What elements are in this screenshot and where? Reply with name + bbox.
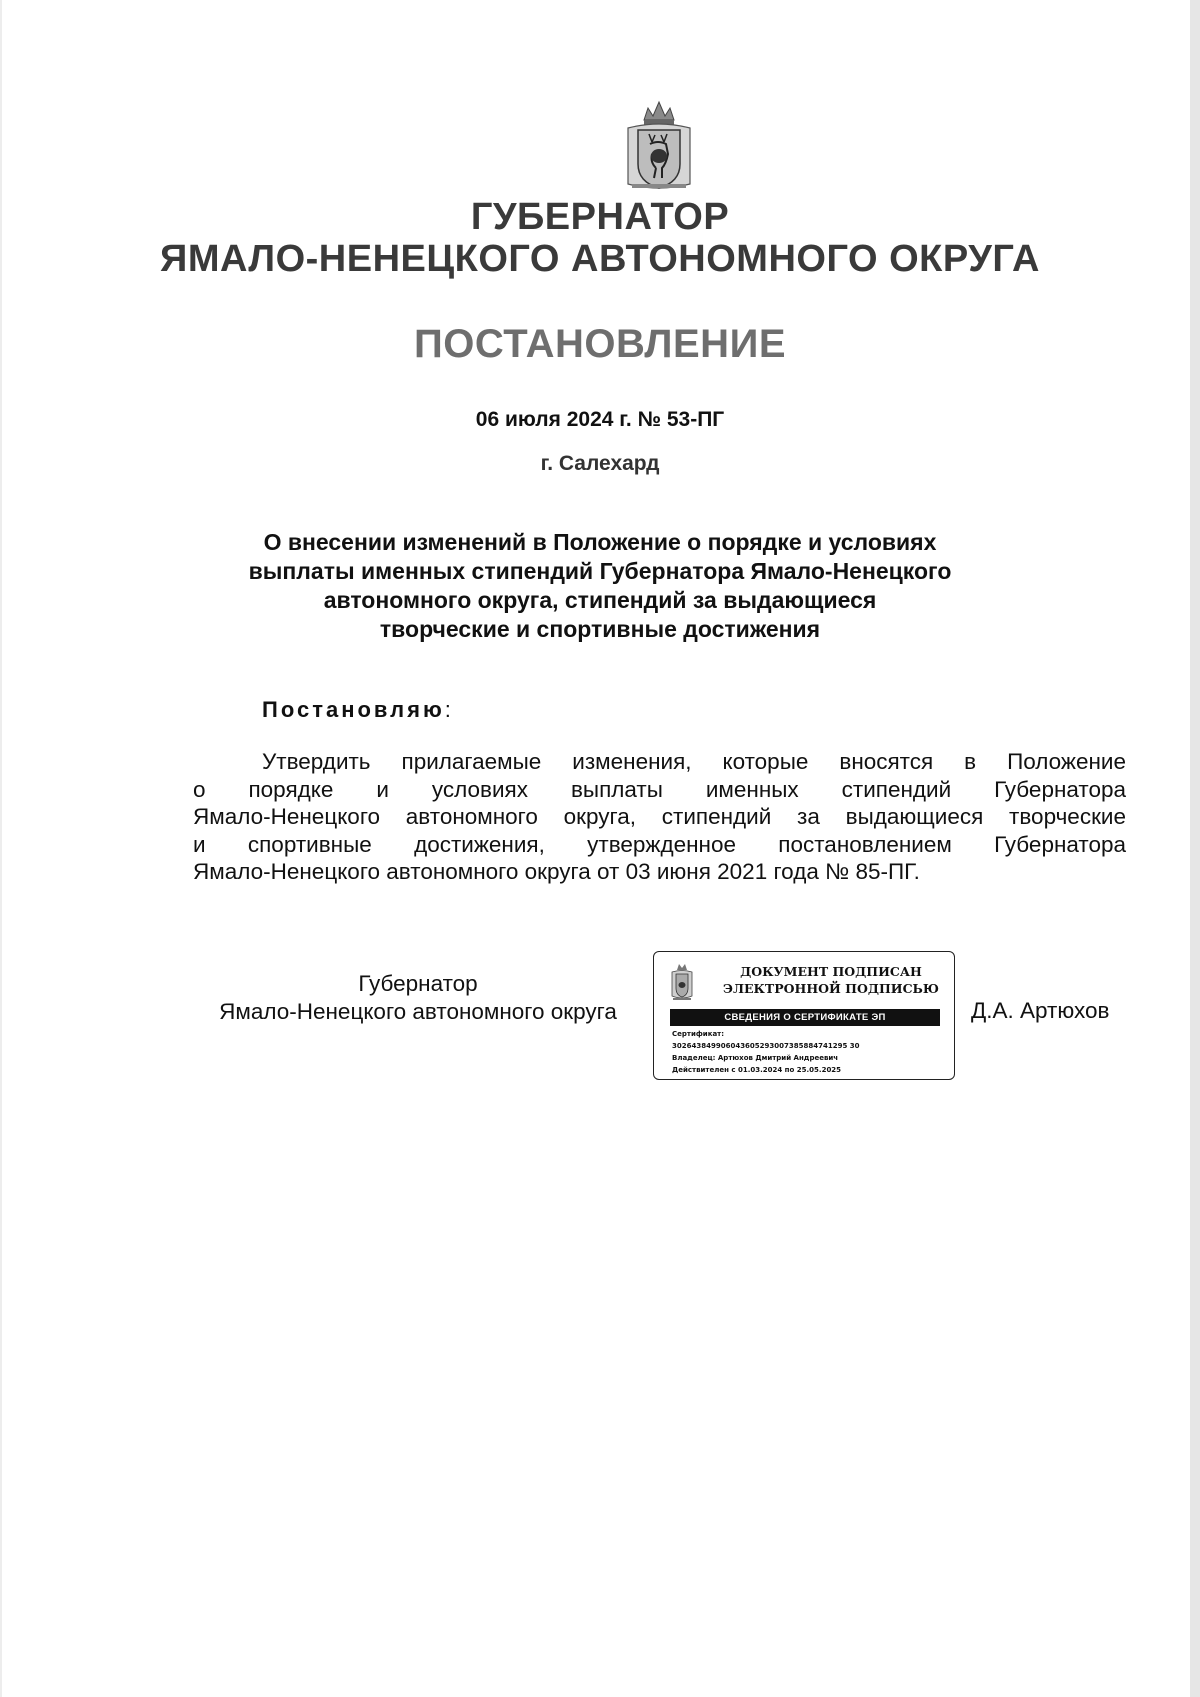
body-line: Утвердить прилагаемые изменения, которые вносятся в Положение <box>262 749 1126 774</box>
signatory-title <box>193 970 643 1026</box>
body-line: и спортивные достижения, утвержденное постановлением Губернатора <box>193 831 1126 857</box>
subject-line: автономного округа, стипендий за выдающиеся <box>323 587 877 613</box>
stamp-heading <box>716 963 946 997</box>
cert-number: 302643849906043605293007385884741295 30 <box>672 1042 860 1050</box>
authority-title: ГУБЕРНАТОР <box>470 196 730 238</box>
decree-colon: : <box>444 697 451 722</box>
decree-heading <box>262 697 451 723</box>
coat-of-arms-icon <box>622 98 696 194</box>
document-type: ПОСТАНОВЛЕНИЕ <box>413 322 786 366</box>
signatory-position: Губернатор <box>358 971 478 996</box>
coat-of-arms-icon <box>669 962 695 1002</box>
body-line: о порядке и условиях выплаты именных стипендий Губернатора <box>193 776 1126 802</box>
subject-line: О внесении изменений в Положение о порядке и условиях <box>263 529 937 555</box>
signatory-region: Ямало-Ненецкого автономного округа <box>219 999 617 1024</box>
subject-line: творческие и спортивные достижения <box>379 616 821 642</box>
stamp-certificate-bar: СВЕДЕНИЯ О СЕРТИФИКАТЕ ЭП <box>670 1009 940 1026</box>
subject-line: выплаты именных стипендий Губернатора Ямало-Ненецкого <box>248 558 952 584</box>
body-line: Ямало-Ненецкого автономного округа, стипендий за выдающиеся творческие <box>193 804 1126 829</box>
authority-region: ЯМАЛО-НЕНЕЦКОГО АВТОНОМНОГО ОКРУГА <box>160 238 1040 280</box>
city: г. Салехард <box>540 452 660 475</box>
electronic-signature-stamp <box>653 951 955 1080</box>
decree-body <box>193 748 1126 886</box>
document-subject <box>200 528 1000 644</box>
stamp-heading-line: ЭЛЕКТРОННОЙ ПОДПИСЬЮ <box>723 981 939 996</box>
signatory-name: Д.А. Артюхов <box>971 998 1110 1023</box>
cert-owner: Владелец: Артюхов Дмитрий Андреевич <box>672 1054 839 1062</box>
decree-word: Постановляю <box>262 697 445 722</box>
stamp-heading-line: ДОКУМЕНТ ПОДПИСАН <box>740 964 922 979</box>
body-line: Ямало-Ненецкого автономного округа от 03 июня 2021 года № 85-ПГ. <box>193 859 920 884</box>
cert-validity: Действителен с 01.03.2024 по 25.05.2025 <box>672 1066 842 1074</box>
stamp-certificate-info <box>672 1028 942 1076</box>
date-and-number: 06 июля 2024 г. № 53-ПГ <box>475 408 725 431</box>
cert-label: Сертификат: <box>672 1030 725 1038</box>
